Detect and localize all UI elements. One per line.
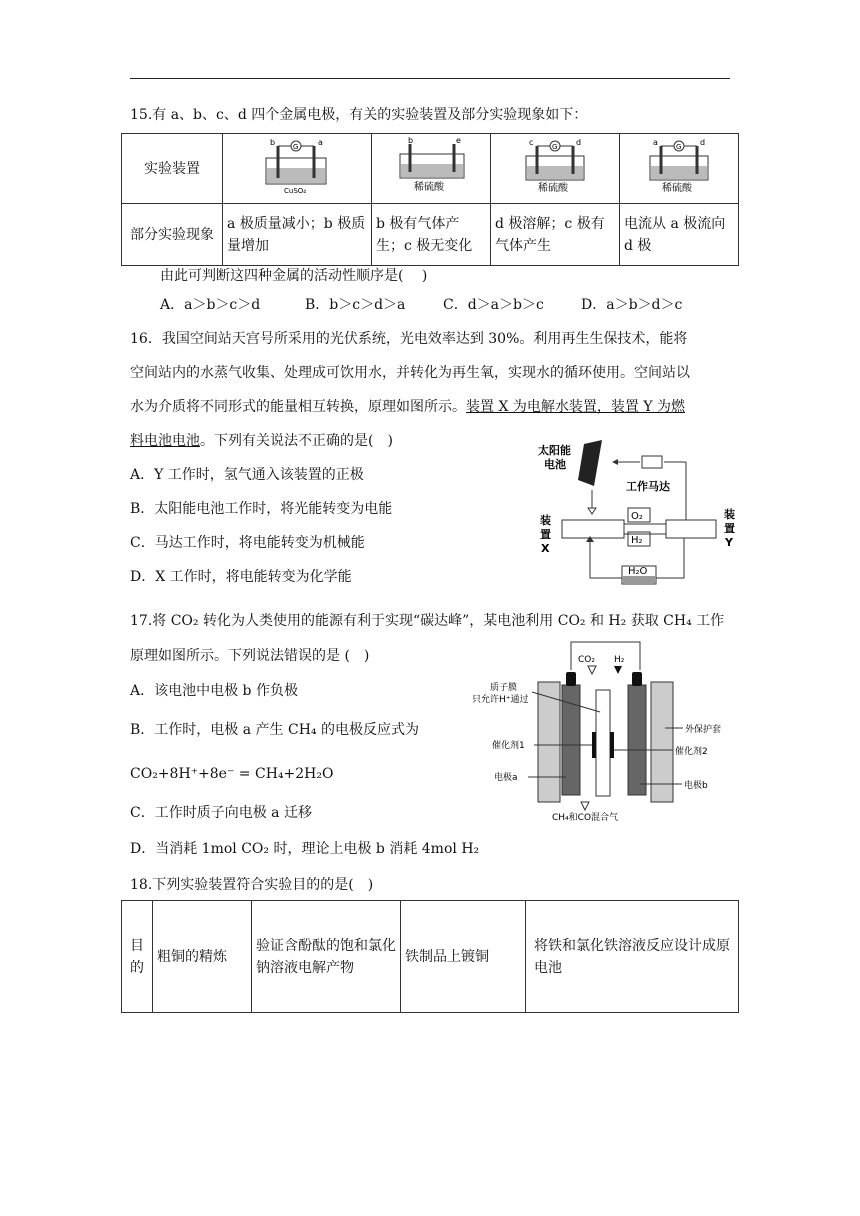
q16-line3a: 水为介质将不同形式的能量相互转换，原理如图所示。 (130, 399, 466, 415)
svg-text:G: G (552, 143, 558, 151)
q15-apparatus-2 (372, 134, 491, 204)
svg-text:质子膜: 质子膜 (490, 683, 518, 693)
svg-text:c: c (529, 138, 534, 147)
svg-text:CuSO₄: CuSO₄ (284, 187, 307, 194)
svg-text:CO₂: CO₂ (578, 655, 595, 665)
svg-text:稀硫酸: 稀硫酸 (538, 183, 568, 194)
svg-text:工作马达: 工作马达 (626, 480, 670, 493)
q17-line1: 17.将 CO₂ 转化为人类使用的能源有利于实现“碳达峰”，某电池利用 CO₂ 和 H₂ 获取 CH₄ 工作 (130, 613, 725, 629)
svg-text:只允许H⁺通过: 只允许H⁺通过 (472, 695, 529, 705)
svg-text:装: 装 (540, 514, 551, 527)
outer-shell-left (538, 682, 560, 802)
q17-option-b-equation: CO₂+8H⁺+8e⁻ = CH₄+2H₂O (130, 766, 334, 782)
electrode-b (628, 685, 646, 795)
solar-panel-icon (578, 440, 602, 486)
q17-figure (470, 640, 740, 825)
svg-text:a: a (653, 138, 658, 147)
svg-text:电池: 电池 (544, 458, 566, 471)
svg-text:太阳能: 太阳能 (538, 444, 571, 457)
q15-option-a: A．a＞b＞c＞d (160, 297, 261, 313)
svg-text:Y: Y (725, 536, 733, 549)
proton-membrane (596, 690, 610, 796)
svg-text:稀硫酸: 稀硫酸 (414, 182, 444, 193)
q17-line2: 原理如图所示。下列说法错误的是 ( ) (130, 648, 370, 664)
svg-text:H₂O: H₂O (628, 566, 648, 577)
q15-observation-2: b 极有气体产生；c 极无变化 (372, 204, 491, 266)
q15-option-b: B．b＞c＞d＞a (305, 297, 406, 313)
q16-line4b: 。下列有关说法不正确的是( ) (200, 433, 393, 449)
q18-goal-4: 将铁和氯化铁溶液反应设计成原电池 (526, 901, 739, 1013)
svg-text:d: d (700, 138, 706, 147)
q16-line3b: 装置 X 为电解水装置，装置 Y 为燃 (466, 399, 686, 415)
svg-text:稀硫酸: 稀硫酸 (662, 183, 692, 194)
beaker-icon (386, 136, 476, 194)
q16-option-d: D．X 工作时，将电能转变为化学能 (130, 569, 352, 585)
beaker-icon (510, 136, 600, 194)
q18-goal-3: 铁制品上镀铜 (401, 901, 526, 1013)
beaker-icon (252, 136, 342, 194)
svg-text:b: b (408, 136, 414, 145)
q16-line4a: 料电池电池 (130, 433, 200, 449)
beaker-icon (634, 136, 724, 194)
motor-icon (642, 456, 662, 468)
svg-text:催化剂1: 催化剂1 (492, 741, 525, 751)
q18-goal-1: 粗铜的精炼 (153, 901, 252, 1013)
q15-observation-4: 电流从 a 极流向 d 极 (620, 204, 739, 266)
svg-text:装: 装 (724, 508, 735, 521)
svg-text:H₂: H₂ (631, 535, 643, 546)
svg-text:电极b: 电极b (684, 781, 708, 791)
svg-text:e: e (456, 136, 461, 145)
q18-goal-2: 验证含酚酞的饱和氯化钠溶液电解产物 (252, 901, 401, 1013)
q16-option-b: B．太阳能电池工作时，将光能转变为电能 (130, 501, 393, 517)
svg-text:O₂: O₂ (631, 511, 643, 522)
q15-option-c: C．d＞a＞b＞c (443, 297, 544, 313)
q15-apparatus-1 (223, 134, 372, 204)
q18-table (121, 900, 739, 1013)
q15-option-d: D．a＞b＞d＞c (581, 297, 683, 313)
q16-option-a: A．Y 工作时，氢气通入该装置的正极 (130, 467, 364, 483)
svg-text:置: 置 (724, 522, 735, 535)
q15-apparatus-3 (491, 134, 620, 204)
q15-apparatus-4 (620, 134, 739, 204)
svg-text:X: X (541, 542, 550, 555)
header-rule (130, 78, 730, 79)
q16-line2: 空间站内的水蒸气收集、处理成可饮用水，并转化为再生氧，实现水的循环使用。空间站以 (130, 365, 690, 381)
svg-text:置: 置 (540, 528, 551, 541)
svg-text:G: G (676, 143, 682, 151)
q16-line1: 16．我国空间站天宫号所采用的光伏系统，光电效率达到 30%。利用再生生保技术，能将 (130, 331, 688, 347)
svg-text:H₂: H₂ (614, 655, 625, 665)
q15-row2-label: 部分实验现象 (122, 204, 223, 266)
q17-option-a: A．该电池中电极 b 作负极 (130, 683, 298, 699)
q17-option-d: D．当消耗 1mol CO₂ 时，理论上电极 b 消耗 4mol H₂ (130, 841, 480, 857)
svg-text:催化剂2: 催化剂2 (675, 747, 708, 757)
q15-stem: 15.有 a、b、c、d 四个金属电极，有关的实验装置及部分实验现象如下： (130, 107, 588, 123)
q17-option-b: B．工作时，电极 a 产生 CH₄ 的电极反应式为 (130, 722, 419, 738)
svg-text:CH₄和CO混合气: CH₄和CO混合气 (552, 813, 619, 823)
q16-figure (534, 438, 744, 588)
svg-text:a: a (318, 138, 323, 147)
galvanometer-label: G (293, 143, 299, 151)
q15-row1-label: 实验装置 (122, 134, 223, 204)
svg-text:d: d (576, 138, 582, 147)
q15-observation-3: d 极溶解；c 极有气体产生 (491, 204, 620, 266)
svg-text:外保护套: 外保护套 (685, 725, 722, 735)
q18-row-label: 目的 (122, 901, 153, 1013)
svg-text:b: b (270, 138, 276, 147)
q16-option-c: C．马达工作时，将电能转变为机械能 (130, 535, 365, 551)
q15-question: 由此可判断这四种金属的活动性顺序是( ) (160, 268, 428, 284)
svg-text:电极a: 电极a (494, 773, 518, 783)
q15-table (121, 133, 739, 266)
q18-stem: 18.下列实验装置符合实验目的的是( ) (130, 877, 374, 893)
q17-option-c: C．工作时质子向电极 a 迁移 (130, 805, 312, 821)
q15-observation-1: a 极质量减小；b 极质量增加 (223, 204, 372, 266)
